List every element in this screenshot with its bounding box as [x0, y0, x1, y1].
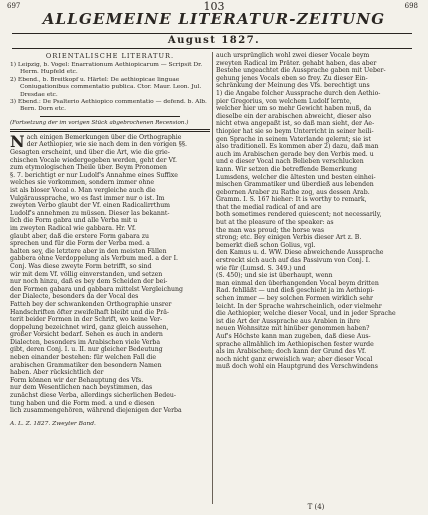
masthead-rule-top	[12, 33, 412, 34]
text-line: gehung jenes Vocals eben so frey. Zu dieser Ein-	[216, 74, 368, 82]
text-line: Bestehe ungeachtet die Aussprache gaben mit Ueber-	[216, 67, 386, 75]
text-line: gebornen Araber zu Rathe zog, aus dessen Arab.	[216, 188, 370, 196]
text-line: die Aethiopier, welche dieser Vocal, und in jeder Sprache	[216, 310, 396, 318]
text-line: man einmal den überhangenden Vocal beym dritten	[216, 279, 379, 287]
text-line: thiopier hat sie so beym Unterricht in seiner heili-	[216, 127, 374, 135]
text-line: ist die Art der Aussprache aus Arabien in ihre	[216, 317, 361, 325]
right-column	[216, 52, 416, 371]
text-line: Lumsdens, welcher die ältesten und besten einhei-	[216, 173, 376, 181]
text-line: 1) die Angabe folcher Aussprache durch den Aethio-	[216, 89, 381, 97]
text-line: wie für (Lumsd. S. 349.) und	[216, 264, 306, 272]
gathering-signature: T (4)	[307, 503, 325, 511]
text-line: Handschriften öfter zweifelhaft bleibt und die Prä-	[10, 308, 169, 316]
drop-cap: N	[10, 133, 25, 151]
text-line: welches sie vorkommen, sondern immer ohne	[10, 179, 155, 187]
text-line: erstreckt sich auch auf das Passivum von Conj. I.	[216, 257, 371, 265]
text-line: nicht etwa angepaßt ist, so daß man sieht, der Ae-	[216, 120, 375, 128]
text-line: mischen Grammatiker und überdieß aus lebenden	[216, 181, 374, 189]
text-line: Fatteh bey der schwankenden Orthographie unsrer	[10, 300, 172, 308]
text-line: bemerkt dieß schon Golius, vgl.	[216, 241, 316, 249]
right-lines	[216, 52, 416, 371]
text-line: sprache allmählich im Aethiopischen fester wurde	[216, 340, 374, 348]
text-line: neuen Wohnsitze mit hinüber genommen haben?	[216, 325, 370, 333]
text-line: gibt, deren Conj. I. u. II. nur gleicher Bedeutung	[10, 346, 163, 354]
text-line: noch nicht ganz erweislich war; aber dieser Vocal	[216, 355, 373, 363]
volume-signature: A. L. Z. 1827. Zweyter Band.	[10, 420, 96, 427]
text-line: §. 7. berichtigt er nur Ludolf's Annahme eines Suffixe	[10, 171, 178, 179]
text-line: haben. Aber rücksichtlich der	[10, 369, 104, 377]
text-line: Gesagten erscheint, und über die Art, wie die grie-	[10, 149, 170, 157]
text-line: terit beider Formen in der Schrift, wo keine Ver-	[10, 316, 163, 324]
section-rule	[40, 116, 180, 117]
text-line: welcher hier um so mehr Gewicht haben muß, da	[216, 105, 372, 113]
text-line: der Dialecte, besonders da der Vocal des	[10, 293, 139, 301]
review-body-left	[10, 134, 210, 415]
text-line: im zweyten Radical wie gabbara. Hr. Vf.	[10, 224, 137, 232]
text-line: Rad. fehlläßt — und dieß geschieht ja im Aethiopi-	[216, 287, 375, 295]
text-line: but at the pleasure of the speaker: as	[216, 219, 334, 227]
book-listing: 2) Ebend., b. Breitkopf u. Härtel: De aethiopicae linguae Coniugationibus commentatio publica. Ctor. Maur. Leon. Jul. Dresdae etc.	[10, 76, 202, 98]
issue-date: August 1827.	[167, 35, 261, 46]
text-line: tung haben und die Form med. a und e diesen	[10, 399, 155, 407]
page-number-right: 698	[404, 2, 418, 10]
text-line: glaubt aber, daß die erstere Form gabara zu	[10, 232, 150, 240]
text-line: nur noch hinzu, daß es bey dem Scheiden der bei-	[10, 278, 168, 286]
text-line: Dialecten, besonders im Arabischen viele Verba	[10, 338, 161, 346]
text-line: der Aethiopier, wie sie nach dem in den vorigen §§.	[26, 141, 187, 149]
text-line: als im Arabischen; doch kann der Grund des Vf.	[216, 348, 367, 356]
text-line: und e dieser Vocal nach Belieben verschlucken	[216, 158, 364, 166]
section-heading: ORIENTALISCHE LITERATUR.	[45, 52, 175, 60]
text-line: gabbera ohne Verdoppelung als Verbum med. a der I.	[10, 255, 178, 263]
text-line: den Kamus u. d. WW. Diese abweichende Aussprache	[216, 249, 384, 257]
text-line: Ludolf's annehmen zu müssen. Dieser las bekannt-	[10, 209, 170, 217]
text-line: halten sey, die letztere aber in den meisten Fällen	[10, 247, 167, 255]
text-line: (S. 450); und sie ist überhaupt, wenn	[216, 272, 333, 280]
folio-number: 103	[203, 0, 225, 13]
text-line: neben einander bestehen: für welchen Fall die	[10, 354, 156, 362]
text-line: zweyten Verbo glaubt der Vf. einen Radicalirrthum	[10, 202, 171, 210]
masthead-rule-bottom	[12, 48, 412, 49]
double-rule	[10, 129, 210, 132]
text-line: Vulgäraussprache, wo es fast immer nur o ist. Im	[10, 194, 165, 202]
text-line: that the medial radical of and are	[216, 203, 322, 211]
text-line: both sometimes rendered quiescent; not necessarily,	[216, 211, 382, 219]
text-line: ist als bloser Vocal o. Man vergleiche auch die	[10, 187, 156, 194]
text-line: nur dem Wesentlichen nach beystimmen, das	[10, 384, 153, 392]
text-line: also traditionell. Es kommen aber 2) dazu, daß man	[216, 143, 379, 151]
text-line: muß doch wohl ein Hauptgrund des Verschwindens	[216, 363, 378, 371]
text-line: strong; etc. Bey einigen Verbis dieser Art z. B.	[216, 234, 362, 242]
text-line: zweyten Radical im Präter. gehabt haben, das aber	[216, 59, 377, 67]
text-line: ach einigen Bemerkungen über die Orthographie	[26, 133, 182, 141]
text-line: Gramm. I. S. 167 hieher: It is worthy to remark,	[216, 196, 367, 204]
text-line: leicht. In der Sprache wahrscheinlich, oder vielmehr	[216, 302, 382, 310]
text-line: den Formen gabara und gabbara mittelst Vergleichung	[10, 285, 183, 293]
text-line: Form können wir der Behauptung des Vfs.	[10, 376, 144, 384]
text-line: schen immer — bey solchen Formen wirklich sehr	[216, 295, 373, 302]
book-listing: 1) Leipzig, b. Vogel: Enarrationum Aethiopicarum — Scripsit Dr. Herm. Hupfeld etc.	[10, 62, 203, 76]
text-line: doppelung bezeichnet wird, ganz gleich aussehen,	[10, 323, 169, 331]
text-line: kann. Wir setzen die betreffende Bemerkung	[216, 165, 357, 173]
text-line: Auf's Höchste kann man zugeben, daß diese Aus-	[216, 332, 371, 340]
text-line: auch im Arabischen gerade bey den Verbis med. u	[216, 150, 374, 158]
left-column	[10, 52, 210, 428]
text-line: arabischen Grammatiker den besondern Namen	[10, 361, 162, 369]
text-line: sprechen und für die Form der Verba med. a	[10, 240, 150, 248]
continuation-note: (Fortsetzung der im vorigen Stück abgebrochenen Recension.)	[10, 119, 189, 126]
text-line: Conj. Was diese zweyte Form betrifft, so sind	[10, 262, 152, 270]
text-line: großer Vorsicht bedarf. Sehen es auch in andern	[10, 331, 163, 339]
text-line: zunächst diese Verba, allerdings sicherlichen Bedeu-	[10, 392, 176, 400]
text-line: dieselbe ein der arabischen abweicht, dieser also	[216, 112, 372, 120]
book-listing: 3) Ebend.: De Psalterio Aethiopico commentatio — defend. b. Alb. Bern. Dorn etc.	[10, 99, 207, 113]
text-line: pier Gregorius, von welchem Ludolf lernte,	[216, 97, 352, 105]
text-line: lich die Form gabra und alle Verba mit u	[10, 217, 138, 225]
text-line: lich zusammengehören, während diejenigen der Verba	[10, 407, 182, 415]
column-divider	[212, 52, 213, 504]
text-line: schränkung der Meinung des Vfs. berechtigt uns	[216, 82, 370, 90]
text-line: wir mit dem Vf. völlig einverstanden, und setzen	[10, 270, 163, 278]
page-number-left: 697	[7, 2, 21, 10]
text-line: zum etymologischen Theile über. Beym Pronomen	[10, 164, 167, 172]
text-line: gen Sprache in seinem Vaterlande gelernt; sie ist	[216, 135, 371, 143]
left-lines	[10, 134, 210, 415]
text-line: auch ursprünglich wohl zwei dieser Vocale beym	[216, 52, 370, 59]
masthead-title: ALLGEMEINE LITERATUR-ZEITUNG	[42, 10, 386, 28]
text-line: chischen Vocale wiedergegeben werden, geht der Vf.	[10, 156, 177, 164]
text-line: the man was proud; the horse was	[216, 226, 325, 234]
